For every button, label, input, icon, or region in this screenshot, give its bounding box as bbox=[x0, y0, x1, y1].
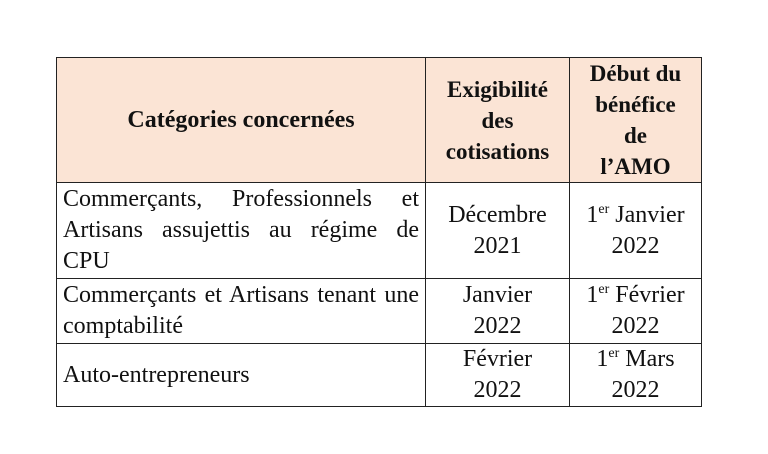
benefit-month: Janvier bbox=[609, 201, 685, 228]
header-benefit-line: Début du bbox=[589, 61, 682, 86]
exigibility-year: 2021 bbox=[473, 232, 522, 259]
benefit-day: 1 bbox=[586, 282, 599, 308]
benefit-cell bbox=[570, 183, 702, 279]
benefit-year: 2022 bbox=[611, 313, 660, 339]
category-cell: Auto-entrepreneurs bbox=[57, 344, 426, 407]
exigibility-month: Décembre bbox=[448, 201, 547, 228]
benefit-cell bbox=[570, 344, 702, 407]
category-cell: Commerçants, Professionnels et Artisans assujettis au régime de CPU bbox=[57, 183, 426, 279]
header-row bbox=[57, 58, 702, 183]
exigibility-year: 2022 bbox=[473, 313, 522, 339]
header-benefit-line: bénéfice bbox=[595, 92, 676, 117]
exigibility-year: 2022 bbox=[473, 377, 522, 403]
table-row bbox=[57, 344, 702, 407]
exigibility-month: Janvier bbox=[462, 282, 533, 308]
table-row bbox=[57, 279, 702, 344]
exigibility-cell bbox=[426, 279, 570, 344]
header-benefit-line: de bbox=[624, 123, 647, 148]
benefit-day: 1 bbox=[586, 201, 599, 228]
amo-table bbox=[56, 57, 702, 407]
benefit-year: 2022 bbox=[611, 232, 660, 259]
benefit-day: 1 bbox=[596, 346, 609, 372]
exigibility-cell bbox=[426, 183, 570, 279]
benefit-month: Février bbox=[609, 282, 685, 308]
benefit-month: Mars bbox=[619, 346, 675, 372]
header-exigibility bbox=[426, 58, 570, 183]
header-categories: Catégories concernées bbox=[57, 58, 426, 183]
benefit-ordinal: er bbox=[608, 346, 620, 361]
benefit-year: 2022 bbox=[611, 377, 660, 403]
exigibility-cell bbox=[426, 344, 570, 407]
header-exigibility-line: Exigibilité bbox=[447, 76, 548, 102]
header-benefit-line: l’AMO bbox=[600, 154, 671, 179]
header-exigibility-line: cotisations bbox=[445, 138, 550, 164]
benefit-ordinal: er bbox=[598, 282, 610, 297]
benefit-cell bbox=[570, 279, 702, 344]
table-row bbox=[57, 183, 702, 279]
benefit-ordinal: er bbox=[598, 201, 610, 217]
header-benefit-start bbox=[570, 58, 702, 183]
header-exigibility-line: des bbox=[481, 107, 514, 133]
category-cell: Commerçants et Artisans tenant une comptabilité bbox=[57, 279, 426, 344]
exigibility-month: Février bbox=[462, 346, 533, 372]
